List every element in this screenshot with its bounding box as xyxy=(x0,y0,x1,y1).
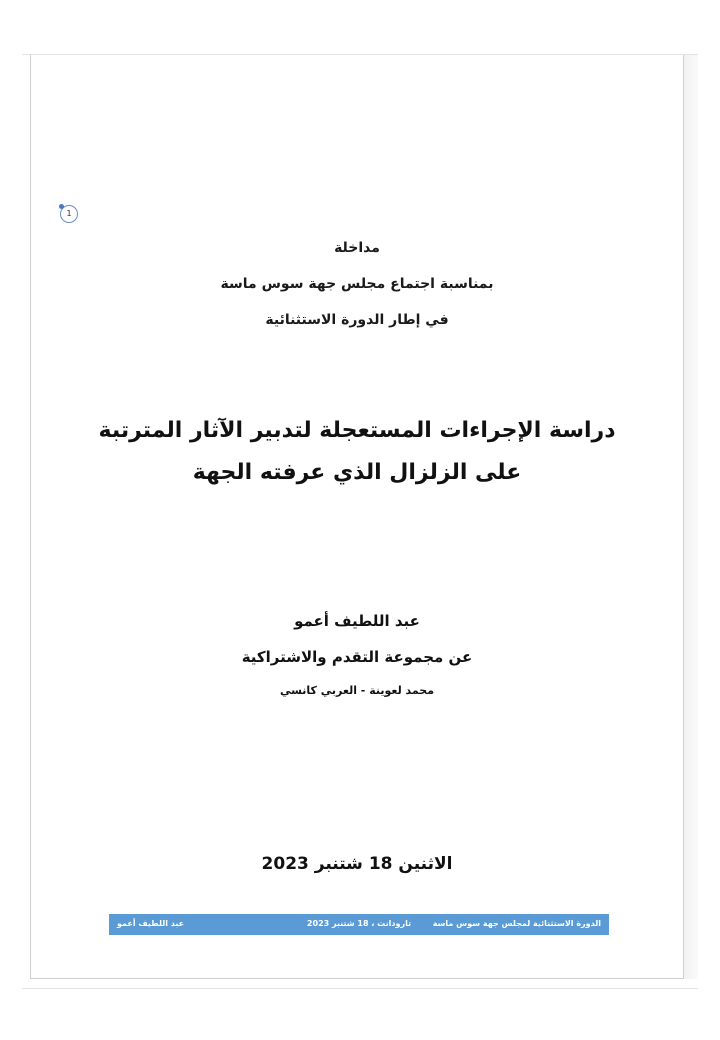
author-group: عن مجموعة التقدم والاشتراكية xyxy=(241,648,473,666)
document-title-line-2: على الزلزال الذي عرفته الجهة xyxy=(192,460,522,485)
footer-session: الدورة الاستثنائية لمجلس جهة سوس ماسة xyxy=(432,919,601,928)
intro-line-2: بمناسبة اجتماع مجلس جهة سوس ماسة xyxy=(220,276,494,292)
page-shadow xyxy=(684,55,698,979)
document-page xyxy=(30,55,684,979)
author-name: عبد اللطيف أعمو xyxy=(294,612,420,630)
badge-dot-icon xyxy=(59,204,64,209)
group-members: محمد لعوينة - العربي كانسي xyxy=(279,684,435,697)
page-footer xyxy=(109,914,609,935)
intro-line-3: في إطار الدورة الاستثنائية xyxy=(265,312,449,328)
document-title-line-1: دراسة الإجراءات المستعجلة لتدبير الآثار المترتبة xyxy=(98,418,616,443)
page-number: 1 xyxy=(66,209,72,218)
intro-line-1: مداخلة xyxy=(334,240,380,256)
page-number-badge[interactable] xyxy=(60,205,78,223)
footer-author: عبد اللطيف أعمو xyxy=(117,919,185,928)
document-date: الاثنين 18 شتنبر 2023 xyxy=(261,854,453,874)
footer-place-date: تارودانت ، 18 شتنبر 2023 xyxy=(306,919,412,928)
viewer-bottom-rule xyxy=(22,988,698,989)
